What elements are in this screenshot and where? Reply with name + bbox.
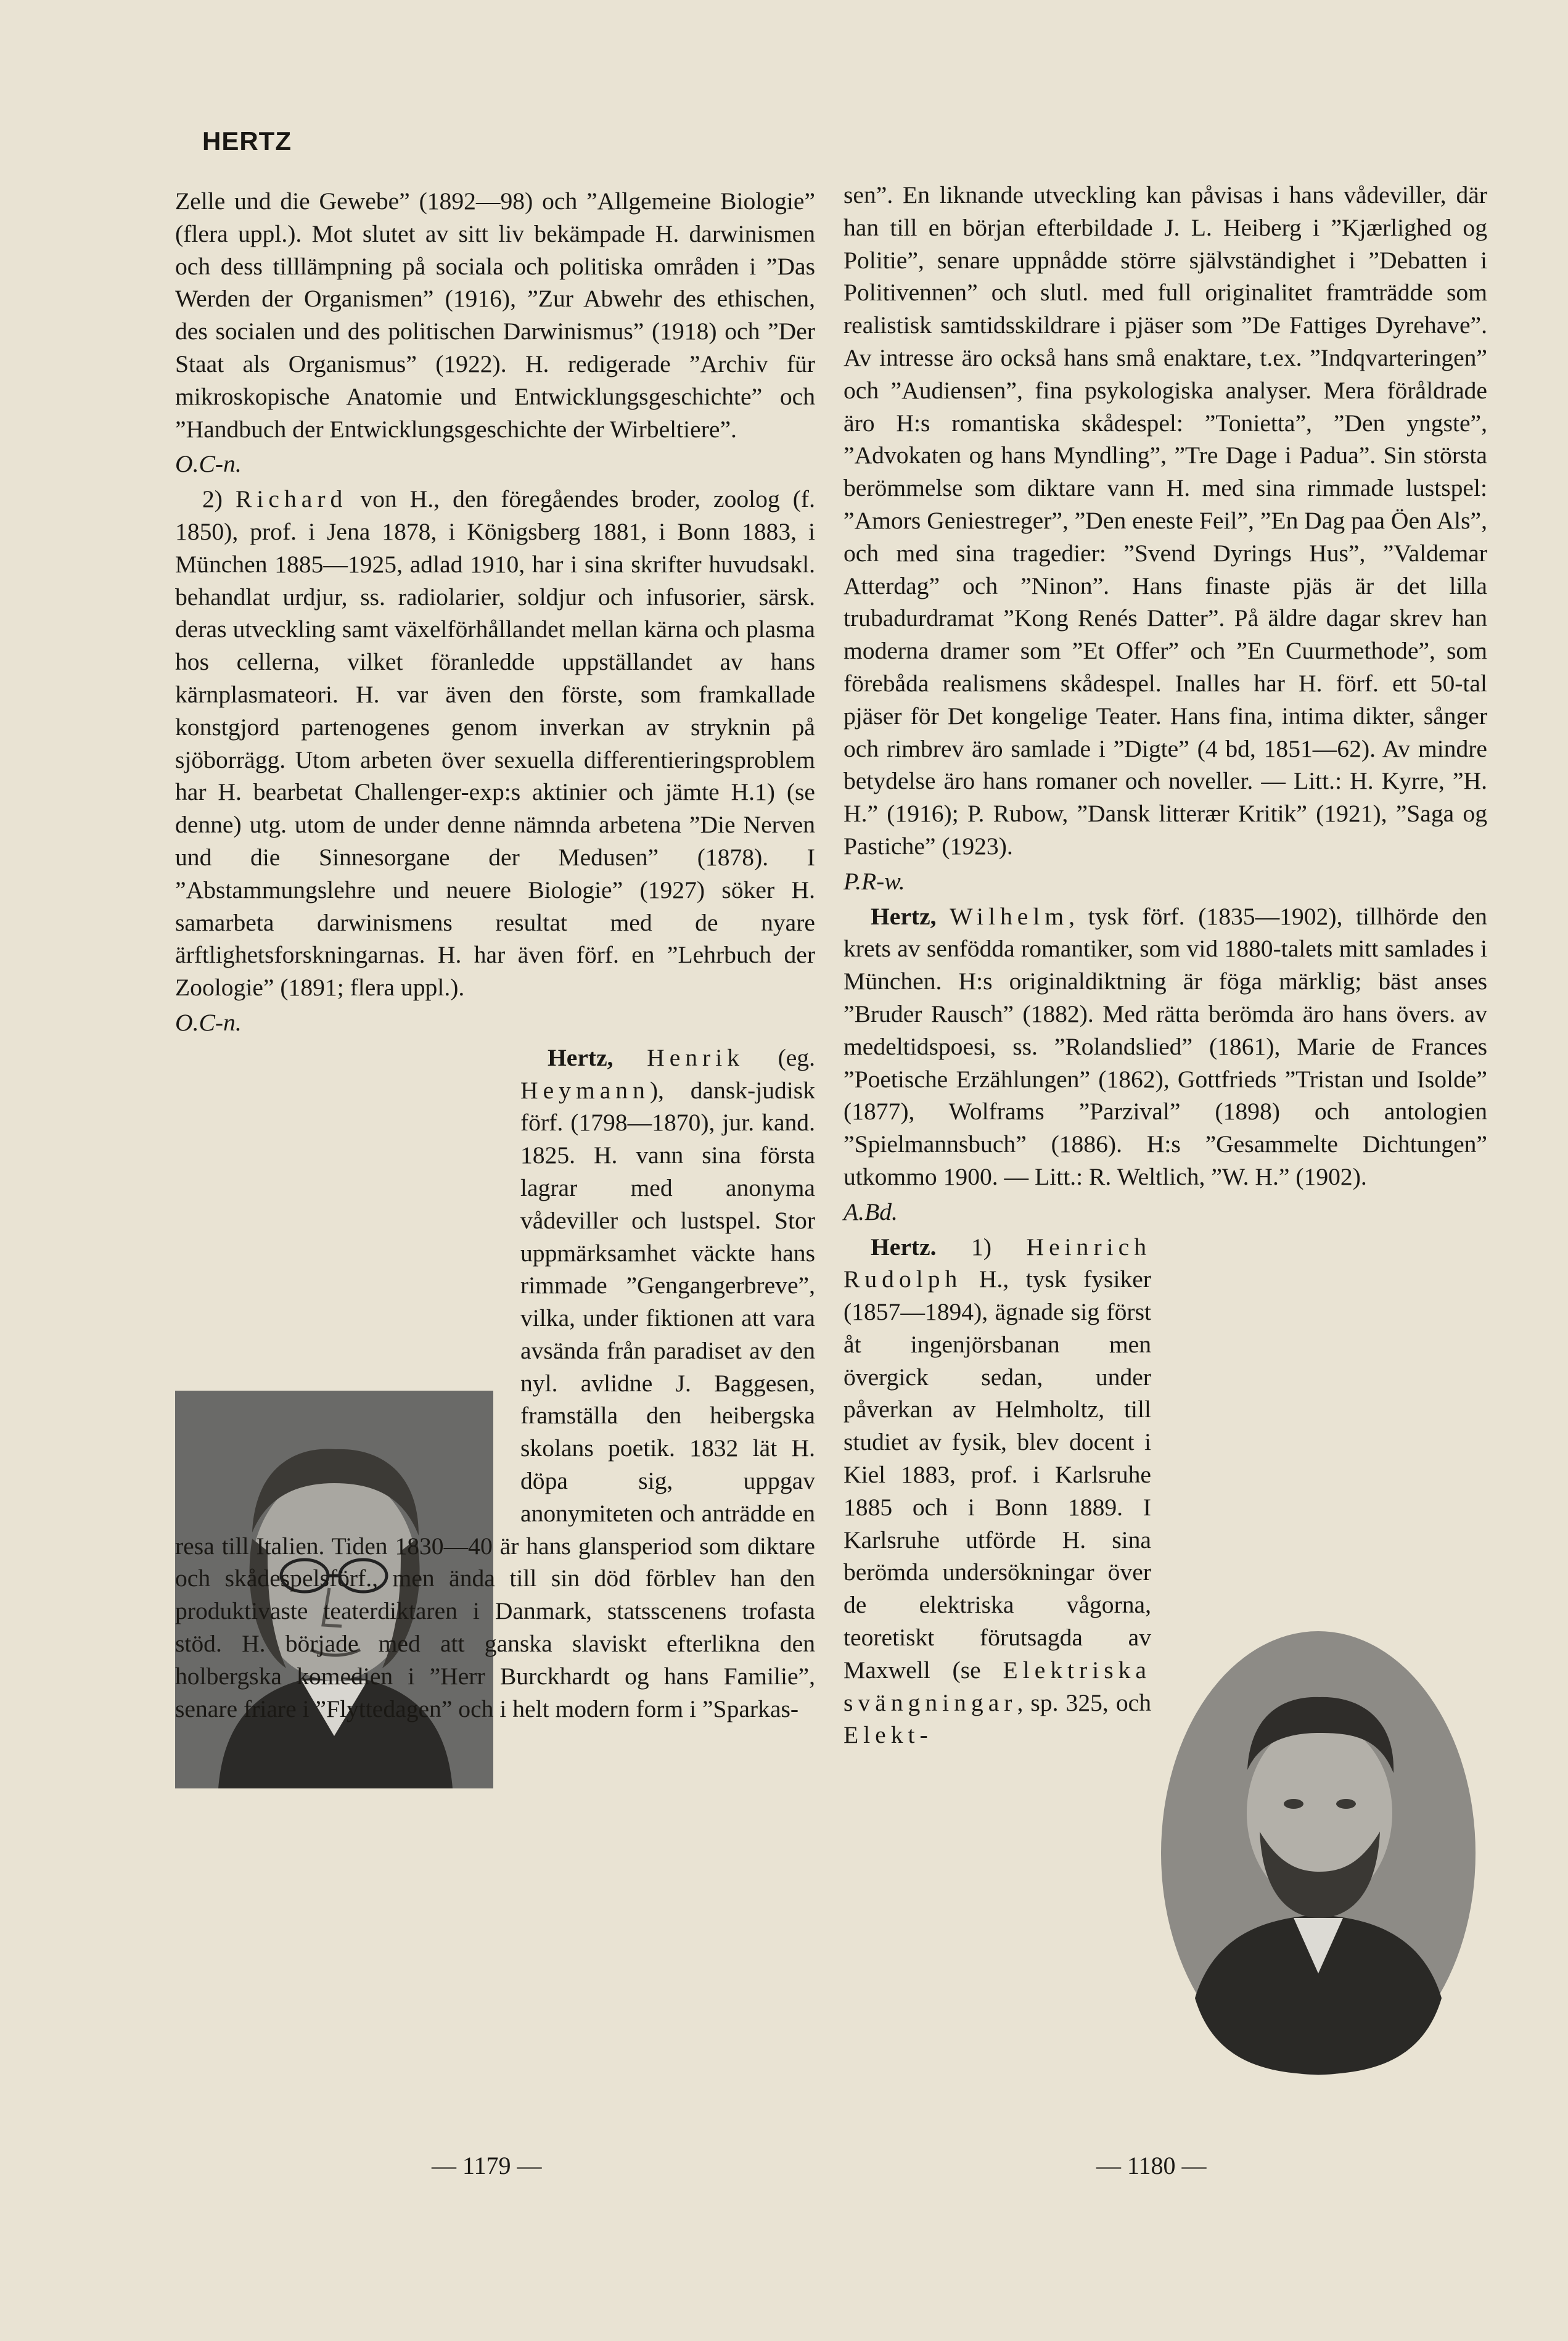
entry-richard-hertwig <box>175 483 815 1004</box>
author-signature: O.C-n. <box>175 450 242 478</box>
entry-head: Hertz, <box>548 1043 614 1071</box>
cross-reference: Elektriska svängningar <box>844 1656 1151 1716</box>
entry-name: Heinrich Rudolph <box>844 1233 1151 1293</box>
author-signature: P.R-w. <box>844 867 905 895</box>
entry-number: 2) <box>202 485 223 513</box>
entry-wilhelm-hertz <box>844 900 1487 1193</box>
entry-henrik-hertz <box>175 1042 815 1726</box>
entry-text: , sp. 325, och <box>1017 1689 1151 1716</box>
entry-heinrich-hertz <box>844 1231 1487 1752</box>
portrait-wrap-space <box>175 1042 520 1520</box>
entry-text: ), dansk-judisk förf. (1798—1870), jur. kand. 1825. H. vann sina första lagrar med anonyma vådeviller och lustspel. Stor uppmärksamhet väckte hans rimmade ”Gengangerbreve”, vilka, under fiktionen att vara avsända från paradiset av den nyl. avlidne J. Baggesen, framställa den heibergska skolans poetik. 1832 lät H. döpa sig, uppgav anonymiteten och anträdde en resa till Italien. Tiden 1830—40 är hans glansperiod som diktare och skådespelsförf., men ända till sin död förblev han den produktivaste teaterdiktaren i Danmark, statsscenens trofasta stöd. H. började med att ganska slaviskt efterlikna den holbergska komedien i ”Herr Burckhardt og hans Familie”, senare friare i ”Flyttedagen” och i helt modern form i ”Sparkas- <box>175 1076 815 1722</box>
portrait-wrap-space <box>1151 1231 1487 1706</box>
paragraph-henrik-hertz-continued: sen”. En liknande utveckling kan påvisas i hans vådeviller, där han till en början efterbildade J. L. Heiberg i ”Kjærlighed og Politie”, senare uppnådde större självständighet i ”Debatten i Politivennen” och slutl. med full originalitet framträdde som realistisk samtidsskildrare i pjäser som ”De Fattiges Dyrehave”. Av intresse äro också hans små enaktare, t.ex. ”Indqvarteringen” och ”Audiensen”, fina psykologiska analyser. Mera föråldrade äro H:s romantiska skådespel: ”Tonietta”, ”Den yngste”, ”Advokaten og hans Myndling”, ”Tre Dage i Padua”. Sin största berömmelse som diktare vann H. med sina rimmade lustspel: ”Amors Geniestreger”, ”Den eneste Feil”, ”En Dag paa Öen Als”, och med sina tragedier: ”Svend Dyrings Hus”, ”Valdemar Atterdag” och ”Ninon”. Hans finaste pjäs är det lilla trubadurdramat ”Kong Renés Datter”. På äldre dagar skrev han moderna dramer som ”Et Offer” och ”En Cuurmethode”, som förebåda realismens skådespel. Inalles har H. förf. ett 50-tal pjäser för Det kongelige Teater. Hans fina, intima dikter, sånger och rimbrev äro samlade i ”Digte” (4 bd, 1851—62). Av mindre betydelse äro hans romaner och noveller. — Litt.: H. Kyrre, ”H. H.” (1916); P. Rubow, ”Dansk litterær Kritik” (1921), ”Saga og Pastiche” (1923). <box>844 181 1488 860</box>
author-signature: O.C-n. <box>175 1008 242 1036</box>
paragraph-biology-works: Zelle und die Gewebe” (1892—98) och ”Allgemeine Biologie” (flera uppl.). Mot slutet av sitt liv bekämpade H. darwinismen och dess tilllämpning på sociala och politiska områden i ”Das Werden der Organismen” (1916), ”Zur Abwehr des ethischen, des socialen und des politischen Darwinismus” (1918) och ”Der Staat als Organismus” (1922). H. redigerade ”Archiv für mikroskopische Anatomie und Entwicklungsgeschichte” och ”Handbuch der Entwicklungsgeschichte der Wirbeltiere”. <box>175 187 815 443</box>
page-number-right: — 1180 — <box>1096 2152 1207 2179</box>
entry-text: , tysk förf. (1835—1902), tillhörde den krets av senfödda romantiker, som vid 1880-talets mitt samlades i München. H:s originaldiktning är föga märklig; bäst anses ”Bruder Rausch” (1882). Med rätta berömda äro hans övers. av medeltidspoesi, ss. ”Rolandslied” (1861), Marie de Frances ”Poetische Erzählungen” (1862), Gottfrieds ”Tristan und Isolde” (1877), Wolframs ”Parzival” (1898) och antologien ”Spielmannsbuch” (1886). H:s ”Gesammelte Dichtungen” utkommo 1900. — Litt.: R. Weltlich, ”W. H.” (1902). <box>844 902 1487 1190</box>
entry-name: Wilhelm <box>950 902 1069 930</box>
entry-name: Henrik <box>647 1043 745 1071</box>
cross-reference: Elekt- <box>844 1721 933 1749</box>
entry-text: von H., den föregåendes broder, zoolog (f. 1850), prof. i Jena 1878, i Königsberg 1881, i Bonn 1883, i München 1885—1925, adlad 1910, har i sina skrifter huvudsakl. behandlat urdjur, ss. radiolarier, soldjur och infusorier, särsk. deras utveckling samt växelförhållandet mellan kärna och plasma hos cellerna, vilket föranledde uppställandet av hans kärnplasmateori. H. var även den förste, som framkallade konstgjord partenogenes genom inverkan av stryknin på sjöborrägg. Utom arbeten över sexuella differentieringsproblem har H. bearbetat Challenger-exp:s aktinier och jämte H.1) (se denne) utg. utom de under denne nämnda arbetena ”Die Nerven und die Sinnesorgane der Medusen” (1878). I ”Abstammungslehre und neuere Biologie” (1927) söker H. samarbeta darwinismens resultat med de nyare ärftlighetsforskningarnas. H. har även förf. en ”Lehrbuch der Zoologie” (1891; flera uppl.). <box>175 485 815 1002</box>
running-headword: HERTZ <box>202 126 292 155</box>
entry-head: Hertz, <box>871 902 937 930</box>
right-column <box>844 179 1487 1751</box>
entry-name: Richard <box>236 485 348 513</box>
entry-text: H., tysk fysiker (1857—1894), ägnade sig först åt ingenjörsbanan men övergick sedan, under påverkan av Helmholtz, till studiet av fysik, blev docent i Kiel 1883, prof. i Karlsruhe 1885 och i Bonn 1889. I Karlsruhe utförde H. sina berömda undersökningar över de elektriska vågorna, teoretiskt förutsagda av Maxwell (se <box>844 1265 1151 1684</box>
left-column <box>175 185 815 1725</box>
author-signature: A.Bd. <box>844 1198 898 1225</box>
entry-text: (eg. <box>778 1043 815 1071</box>
entry-head: Hertz. <box>871 1233 937 1261</box>
page-number-left: — 1179 — <box>432 2152 542 2179</box>
entry-alt-name: Heymann <box>520 1076 650 1104</box>
entry-number: 1) <box>971 1233 992 1261</box>
